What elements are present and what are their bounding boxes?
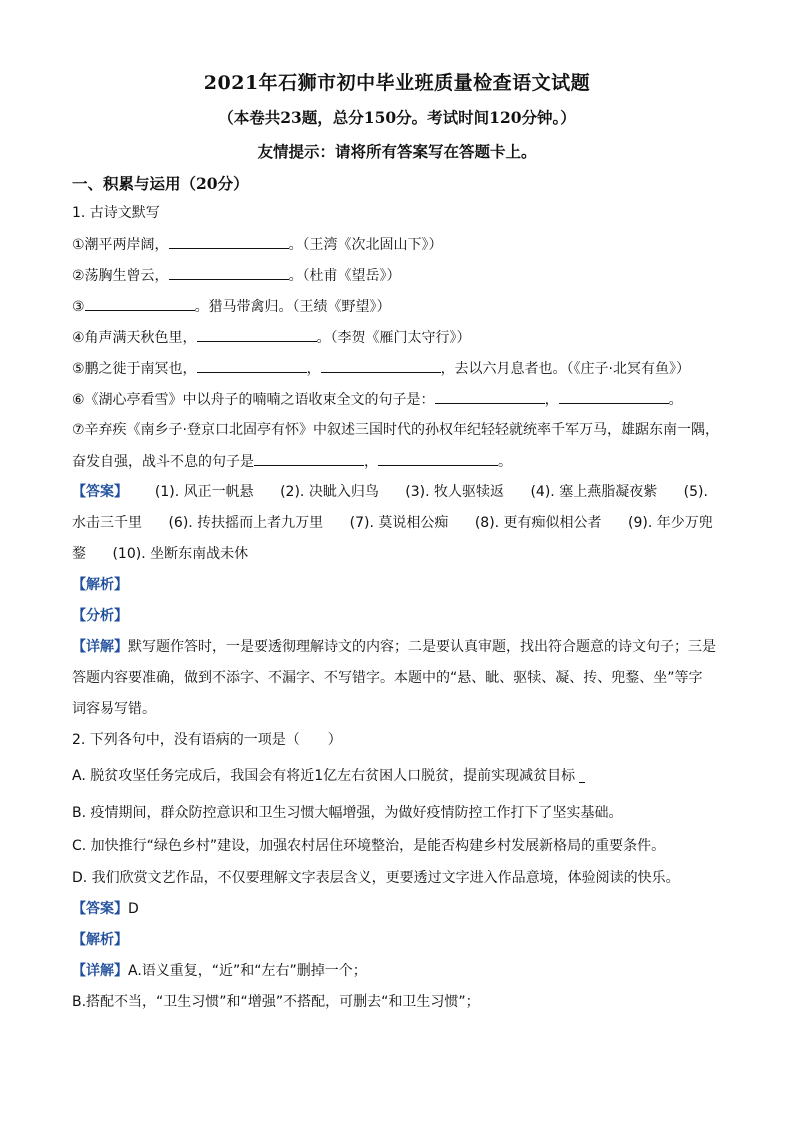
q1-answer-row-3 xyxy=(72,544,722,564)
q1-line-3 xyxy=(72,296,722,317)
line-text: 。 xyxy=(668,392,683,408)
analysis-tag: 【解析】 xyxy=(72,577,128,593)
exam-tip: 友情提示：请将所有答案写在答题卡上。 xyxy=(257,142,537,161)
q1-line-5 xyxy=(72,358,722,379)
answer-item: (4). 塞上燕脂凝夜紫 xyxy=(530,484,658,500)
answer-item: 鍪 xyxy=(72,546,86,562)
option-text: A. 脱贫攻坚任务完成后，我国会有将近1亿左右贫困人口脱贫，提前实现减贫目标 xyxy=(72,768,576,784)
q1-line-2 xyxy=(72,265,722,286)
line-text: 。 xyxy=(498,454,512,470)
detail-tag: 【详解】 xyxy=(72,639,128,655)
fenxi-tag: 【分析】 xyxy=(72,608,128,624)
q1-line-4 xyxy=(72,327,722,348)
answer-item: (6). 抟扶摇而上者九万里 xyxy=(168,515,324,531)
answer-tag: 【答案】 xyxy=(72,901,128,917)
line-text: 。（杜甫《望岳》） xyxy=(288,268,401,284)
line-text: ①潮平两岸阔， xyxy=(72,237,169,253)
q1-line-1 xyxy=(72,234,722,255)
line-text: ， xyxy=(364,454,378,470)
question-2-stem: 2. 下列各句中，没有语病的一项是（ ） xyxy=(72,732,342,748)
q1-line-7a: ⑦辛弃疾《南乡子·登京口北固亭有怀》中叙述三国时代的孙权年纪轻轻就统率千军万马，雄踞东南一隅， xyxy=(72,422,719,438)
analysis-tag: 【解析】 xyxy=(72,932,128,948)
line-text: ，去以六月息者也。（《庄子·北冥有鱼》） xyxy=(440,361,691,377)
exam-subtitle: （本卷共23题，总分150分。考试时间120分钟。） xyxy=(218,108,576,127)
q1-answer-row-2 xyxy=(72,513,722,533)
answer-blank xyxy=(254,451,364,466)
answer-blank xyxy=(169,265,289,280)
answer-blank xyxy=(197,358,307,373)
detail-tag: 【详解】 xyxy=(72,963,128,979)
line-text: ④角声满天秋色里， xyxy=(72,330,197,346)
q2-option-c: C. 加快推行“绿色乡村”建设，加强农村居住环境整治，是能否构建乡村发展新格局的重要条件。 xyxy=(72,838,666,854)
detail-text: 默写题作答时，一是要透彻理解诗文的内容；二是要认真审题，找出符合题意的诗文句子；三是 xyxy=(128,639,716,655)
q1-line-6 xyxy=(72,389,722,410)
line-text: ⑤鹏之徙于南冥也， xyxy=(72,361,197,377)
q1-detail-line-1 xyxy=(72,637,722,657)
line-text: 。（李贺《雁门太守行》） xyxy=(316,330,471,346)
detail-text: A.语义重复，“近”和“左右”删掉一个； xyxy=(128,963,367,979)
q2-detail-a xyxy=(72,961,722,981)
answer-blank xyxy=(378,451,498,466)
answer-item: (3). 牧人驱犊返 xyxy=(405,484,505,500)
q2-option-b: B. 疫情期间，群众防控意识和卫生习惯大幅增强，为做好疫情防控工作打下了坚实基础。 xyxy=(72,805,623,821)
line-text: 。（王湾《次北固山下》） xyxy=(288,237,443,253)
question-1-stem: 1. 古诗文默写 xyxy=(72,205,160,221)
line-text: ②荡胸生曾云， xyxy=(72,268,169,284)
answer-blank xyxy=(85,296,195,311)
page-title: 2021年石狮市初中毕业班质量检查语文试题 xyxy=(203,72,591,94)
answer-item: (7). 莫说相公痴 xyxy=(349,515,449,531)
line-text: ③ xyxy=(72,299,85,315)
line-text: ⑥《湖心亭看雪》中以舟子的喃喃之语收束全文的句子是： xyxy=(72,392,435,408)
line-text: 奋发自强，战斗不息的句子是 xyxy=(72,454,254,470)
answer-tag: 【答案】 xyxy=(72,484,128,500)
q2-answer xyxy=(72,899,722,919)
q1-detail-line-3: 词容易写错。 xyxy=(72,701,156,717)
answer-item: (5). xyxy=(683,484,708,500)
section-heading: 一、积累与运用（20分） xyxy=(72,174,249,193)
answer-item: (8). 更有痴似相公者 xyxy=(474,515,602,531)
period-mark xyxy=(579,776,585,783)
answer-blank xyxy=(559,389,669,404)
q2-option-d: D. 我们欣赏文艺作品，不仅要理解文字表层含义，更要透过文字进入作品意境，体验阅读的快乐。 xyxy=(72,870,680,886)
answer-item: 水击三千里 xyxy=(72,515,142,531)
answer-item: (2). 决眦入归鸟 xyxy=(280,484,379,500)
q1-line-7b xyxy=(72,451,722,472)
line-text: ， xyxy=(544,392,559,408)
answer-blank xyxy=(321,358,441,373)
q1-detail-line-2: 答题内容要准确，做到不添字、不漏字、不写错字。本题中的“悬、眦、驱犊、凝、抟、兜鍪、坐”等字 xyxy=(72,670,703,686)
answer-item: (10). 坐断东南战未休 xyxy=(112,546,249,562)
line-text: 。猎马带禽归。（王绩《野望》） xyxy=(194,299,391,315)
answer-blank xyxy=(435,389,545,404)
answer-blank xyxy=(169,234,289,249)
answer-value: D xyxy=(128,901,139,917)
q1-answer-row-1 xyxy=(72,482,722,502)
q2-detail-b: B.搭配不当，“卫生习惯”和“增强”不搭配，可删去“和卫生习惯”； xyxy=(72,994,480,1010)
answer-item: (9). 年少万兜 xyxy=(628,515,713,531)
answer-item: (1). 风正一帆悬 xyxy=(154,484,254,500)
q2-option-a xyxy=(72,766,722,786)
answer-blank xyxy=(197,327,317,342)
line-text: ， xyxy=(306,361,321,377)
